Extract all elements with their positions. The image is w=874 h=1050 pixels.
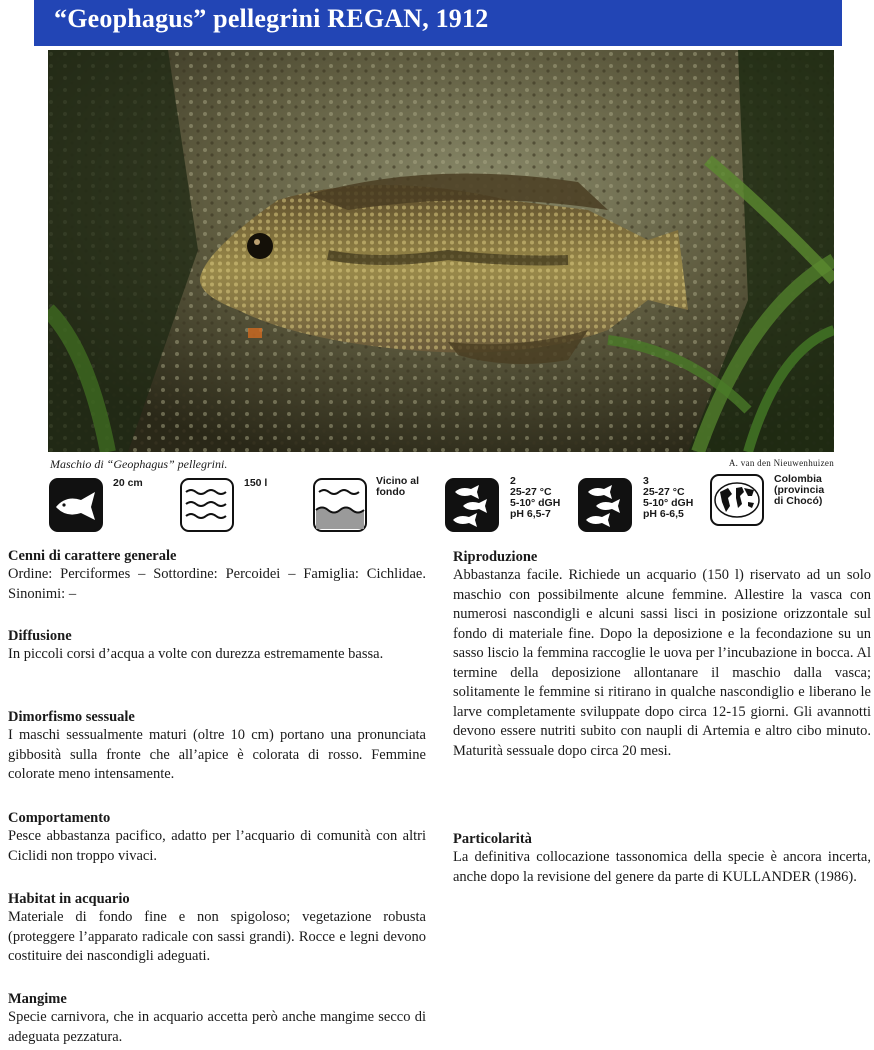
- distribution-label: Colombia (provincia di Chocó): [774, 473, 825, 507]
- section-title: Mangime: [8, 991, 67, 1007]
- section-title: Riproduzione: [453, 549, 538, 565]
- section-title: Particolarità: [453, 831, 532, 847]
- section-body: Materiale di fondo fine e non spigoloso; vegetazione robusta (proteggere l’apparato radicale con sassi grandi). Rocce e legni devono costituire dei nascondigli adeguati.: [8, 909, 426, 964]
- fish-group-icon: [578, 478, 632, 532]
- section-mangime: [8, 990, 426, 1047]
- section-dimorfismo: [8, 708, 426, 785]
- volume-label: 150 l: [244, 477, 268, 489]
- fish-illustration: [48, 50, 834, 452]
- fish-photo: [48, 50, 834, 452]
- page-title: “Geophagus” pellegrini REGAN, 1912: [54, 4, 489, 33]
- fish-group-icon: [445, 478, 499, 532]
- section-title: Dimorfismo sessuale: [8, 709, 135, 725]
- swimming-zone-label: Vicino al fondo: [376, 475, 419, 498]
- section-body: La definitiva collocazione tassonomica della specie è ancora incerta, anche dopo la revisione del genere da parte di KULLANDER (1986).: [453, 849, 871, 885]
- photo-credit: A. van den Nieuwenhuizen: [728, 458, 834, 468]
- fish-size-icon: [49, 478, 103, 532]
- section-body: Specie carnivora, che in acquario accetta però anche mangime secco di adeguata pezzatura.: [8, 1009, 426, 1045]
- section-riproduzione: [453, 548, 871, 761]
- section-title: Comportamento: [8, 810, 111, 826]
- world-map-icon: [710, 474, 764, 526]
- parameters-label-2: 3 25-27 °C 5-10° dGH pH 6-6,5: [643, 475, 694, 520]
- section-body: Pesce abbastanza pacifico, adatto per l’acquario di comunità con altri Ciclidi non troppo vivaci.: [8, 828, 426, 864]
- fish-size-label: 20 cm: [113, 477, 143, 489]
- title-banner: [34, 0, 842, 46]
- section-title: Diffusione: [8, 628, 72, 644]
- section-body: Ordine: Perciformes – Sottordine: Percoidei – Famiglia: Cichlidae. Sinonimi: –: [8, 566, 426, 602]
- photo-caption: Maschio di “Geophagus” pellegrini.: [50, 457, 228, 471]
- aquarium-water-icon: [180, 478, 234, 532]
- section-body: In piccoli corsi d’acqua a volte con durezza estremamente bassa.: [8, 646, 384, 662]
- section-comportamento: [8, 809, 426, 866]
- swimming-zone-bottom-icon: [313, 478, 367, 532]
- section-habitat: [8, 890, 426, 967]
- section-body: I maschi sessualmente maturi (oltre 10 cm) portano una pronunciata gibbosità sulla fronte che all’apice è colorata di rosso. Femmine colorate meno intensamente.: [8, 727, 426, 782]
- section-particolarita: [453, 830, 871, 887]
- section-body: Abbastanza facile. Richiede un acquario (150 l) riservato ad un solo maschio con possibilmente alcune femmine. Allestire la vasca con numerosi nascondigli e alcuni sassi lisci in posizione orizzontale sul fondo di materiale fine. Dopo la deposizione e la fecondazione su un sasso liscio la femmina raccoglie le uova per l’incubazione in bocca. Al termine della deposizione allontanare il maschio dalla vasca; solitamente le femmine si ritirano in qualche nascondiglio e liberano le larve completamente sviluppate dopo circa 12-15 giorni. Gli avannotti devono essere nutriti subito con naupli di Artemia e altro cibo minuto. Maturità sessuale dopo circa 20 mesi.: [453, 567, 871, 759]
- section-title: Cenni di carattere generale: [8, 548, 177, 564]
- parameters-label-1: 2 25-27 °C 5-10° dGH pH 6,5-7: [510, 475, 561, 520]
- section-diffusione: [8, 627, 426, 665]
- section-generale: [8, 547, 426, 604]
- section-title: Habitat in acquario: [8, 891, 130, 907]
